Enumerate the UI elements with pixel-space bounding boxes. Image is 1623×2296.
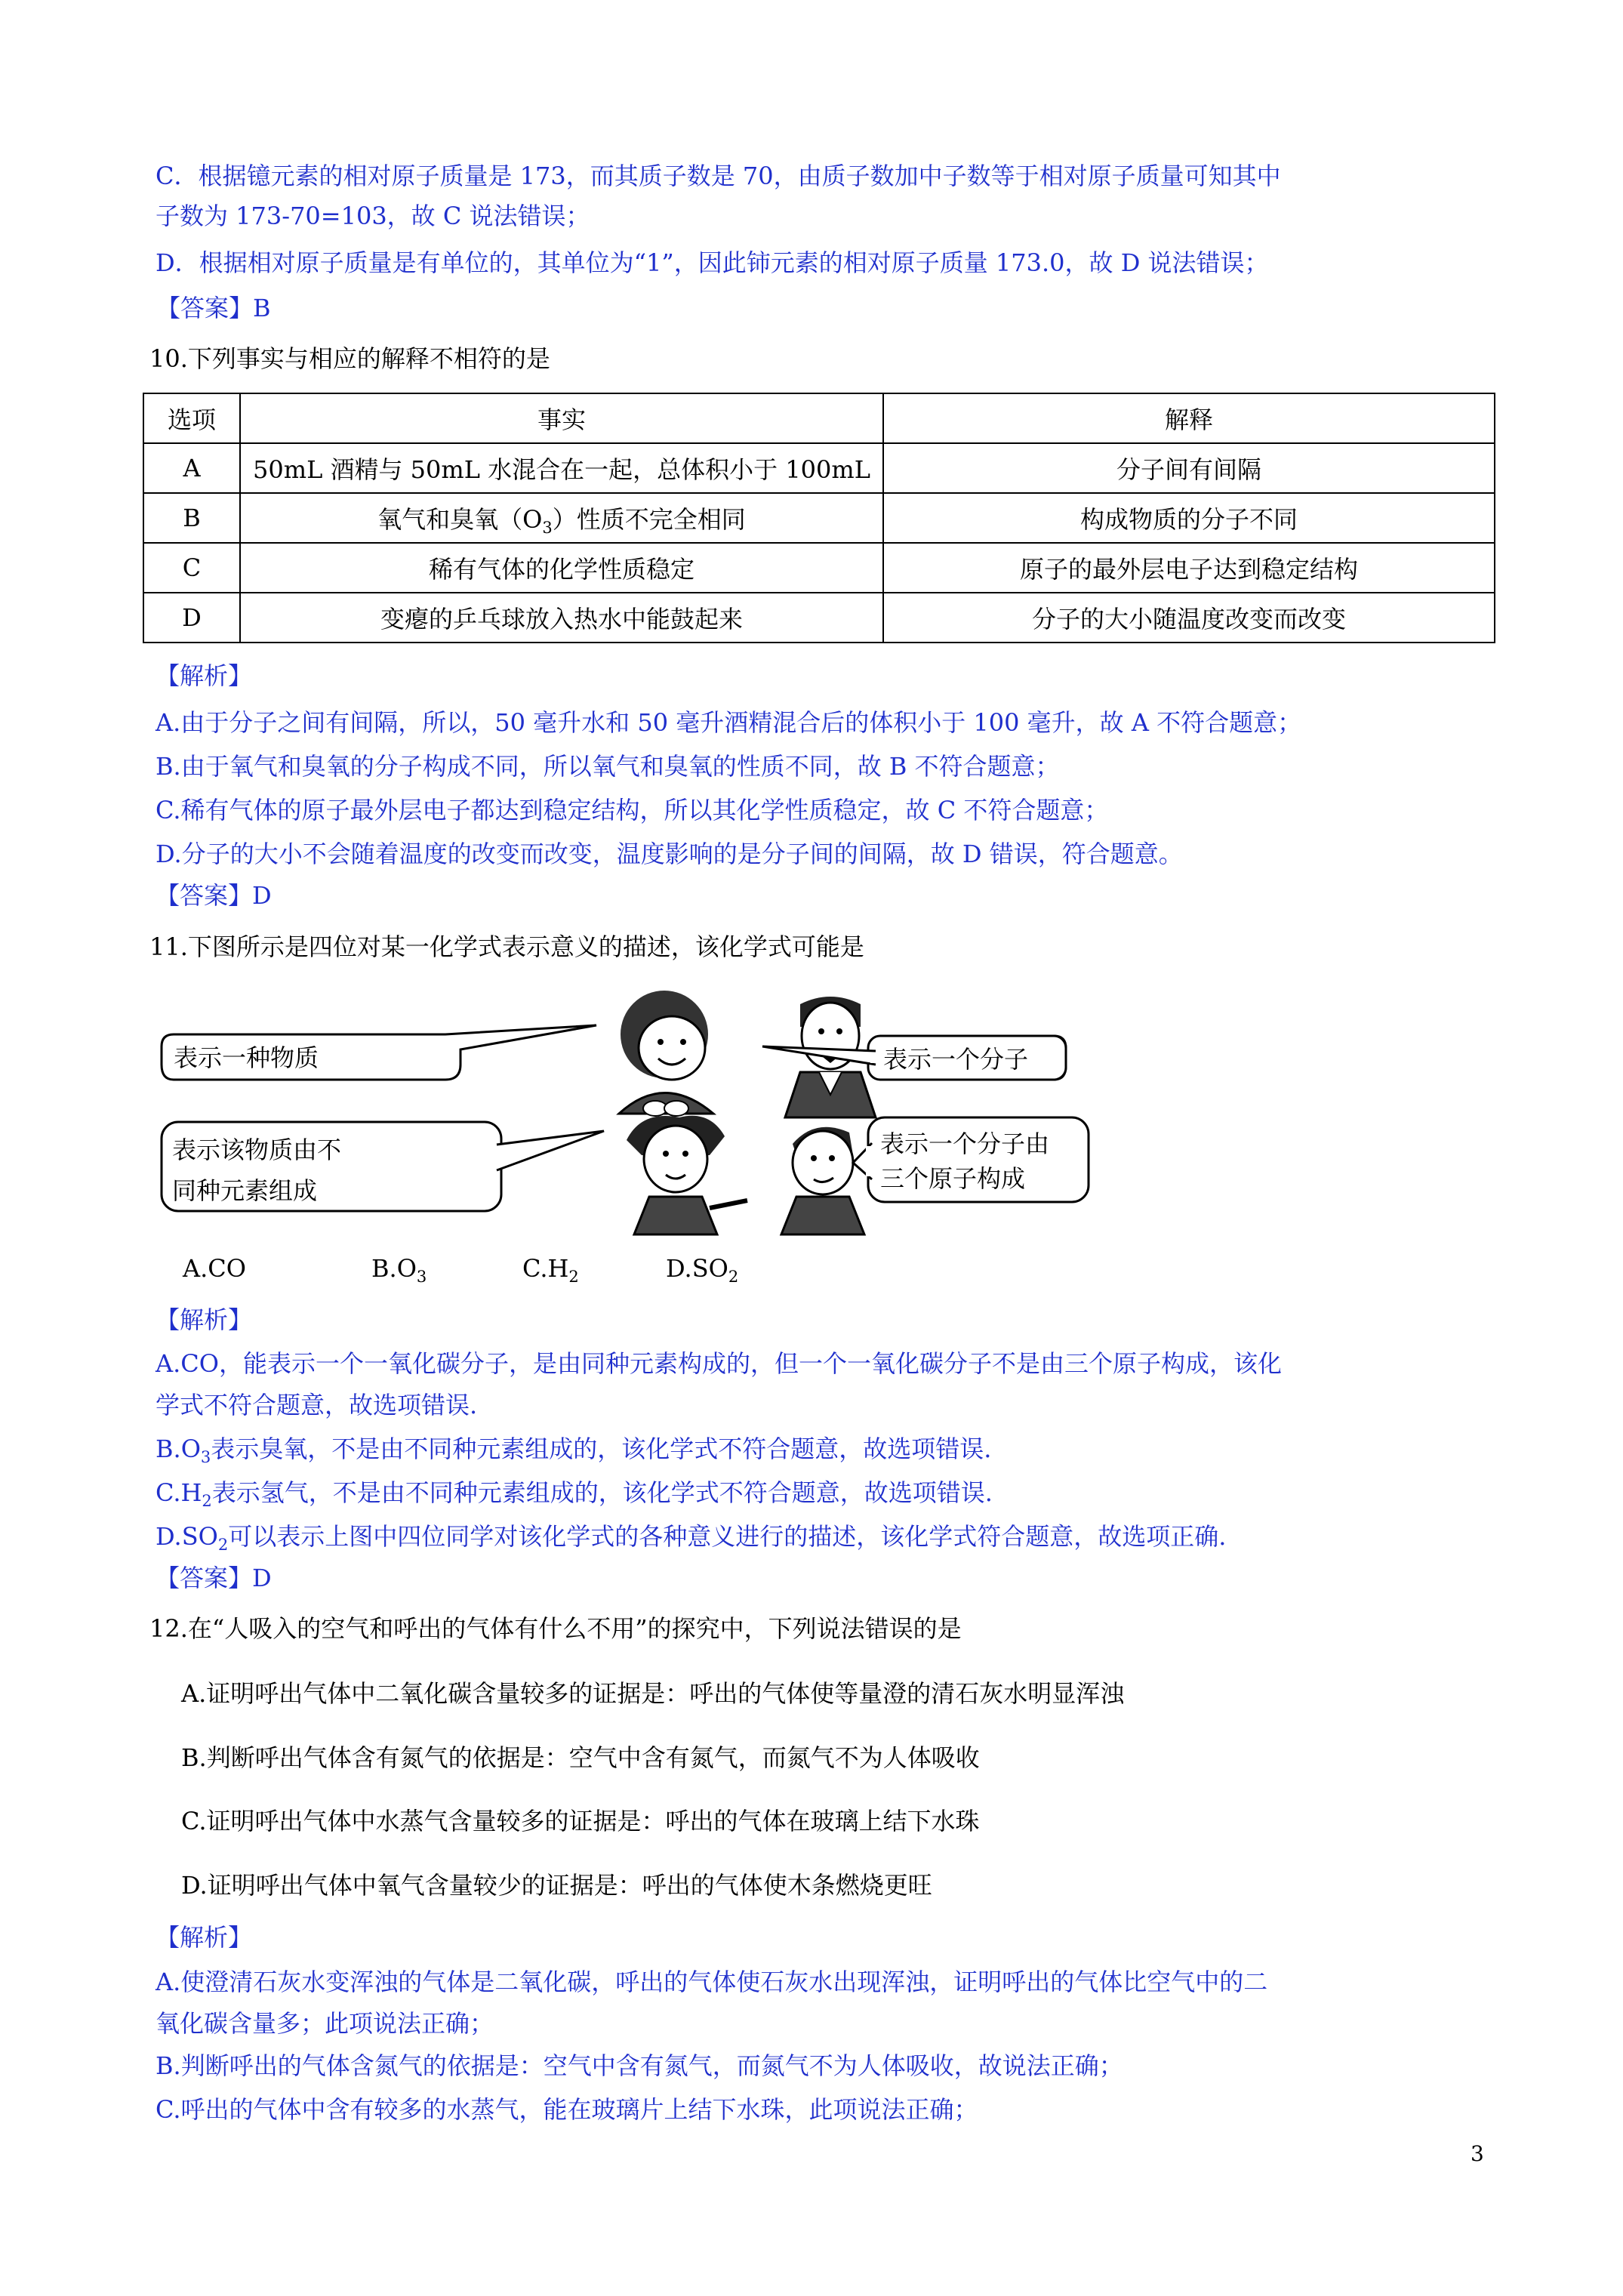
analysis-pre: B.O [156, 1435, 201, 1463]
q11-answer [156, 1561, 272, 1595]
row-option: D [143, 593, 240, 643]
q12-question: 12.在“人吸入的空气和呼出的气体有什么不用”的探究中，下列说法错误的是 [149, 1614, 962, 1643]
q9-option-c-line2: 子数为 173-70=103，故 C 说法错误； [156, 202, 590, 230]
fact-subscript: 3 [542, 519, 553, 537]
student-figure-3 [627, 1116, 747, 1234]
option-label: C.H [522, 1254, 569, 1283]
q9-answer [156, 291, 271, 325]
student-figure-4 [781, 1127, 864, 1234]
q12-analysis-a1: A.使澄清石灰水变浑浊的气体是二氧化碳，呼出的气体使石灰水出现浑浊，证明呼出的气体比空气中的二 [156, 1968, 1268, 1996]
q10-analysis-label [156, 658, 252, 693]
analysis-post: 可以表示上图中四位同学对该化学式的各种意义进行的描述，该化学式符合题意，故选项正确. [228, 1522, 1227, 1551]
q10-analysis-a: A.由于分子之间有间隔，所以，50 毫升水和 50 毫升酒精混合后的体积小于 100 毫升，故 A 不符合题意； [156, 708, 1302, 737]
bubble-text-bottom-right-2: 三个原子构成 [880, 1164, 1026, 1193]
table-row [143, 593, 1495, 643]
q12-analysis-label [156, 1920, 252, 1955]
option-label: D.SO [666, 1254, 728, 1283]
q11-analysis-a2: 学式不符合题意，故选项错误. [156, 1391, 478, 1419]
option-label: B.O [371, 1254, 417, 1283]
row-explanation: 分子间有间隔 [883, 443, 1495, 493]
answer-value: D [252, 881, 272, 910]
q11-option-b [371, 1251, 427, 1286]
answer-label: 【答案】 [156, 294, 254, 322]
analysis-label: 【解析】 [156, 1923, 253, 1952]
row-fact [240, 493, 883, 543]
q10-table [143, 393, 1495, 643]
q11-option-c [522, 1251, 579, 1286]
analysis-pre: D.SO [156, 1522, 218, 1551]
header-explanation: 解释 [883, 393, 1495, 443]
q12-option-d: D.证明呼出气体中氧气含量较少的证据是：呼出的气体使木条燃烧更旺 [181, 1871, 932, 1900]
bubble-text-top-left: 表示一种物质 [174, 1043, 319, 1072]
q11-cartoon-figure [151, 982, 1102, 1238]
q9-option-c-line1: C．根据镱元素的相对原子质量是 173，而其质子数是 70，由质子数加中子数等于相对原子质量可知其中 [156, 162, 1281, 190]
row-explanation: 构成物质的分子不同 [883, 493, 1495, 543]
q10-answer [156, 878, 272, 913]
fact-pre: 氧气和臭氧（O [377, 505, 543, 534]
header-option: 选项 [143, 393, 240, 443]
q12-option-c: C.证明呼出气体中水蒸气含量较多的证据是：呼出的气体在玻璃上结下水珠 [181, 1807, 980, 1835]
analysis-post: 表示臭氧，不是由不同种元素组成的，该化学式不符合题意，故选项错误. [211, 1435, 992, 1463]
q10-analysis-b: B.由于氧气和臭氧的分子构成不同，所以氧气和臭氧的性质不同，故 B 不符合题意； [156, 752, 1060, 781]
analysis-pre: C.H [156, 1478, 202, 1507]
row-fact: 50mL 酒精与 50mL 水混合在一起，总体积小于 100mL [240, 443, 883, 493]
q10-analysis-d: D.分子的大小不会随着温度的改变而改变，温度影响的是分子间的间隔，故 D 错误，符合题意。 [156, 840, 1183, 868]
answer-value: D [252, 1564, 272, 1592]
q11-option-a [183, 1251, 246, 1286]
q12-option-a: A.证明呼出气体中二氧化碳含量较多的证据是：呼出的气体使等量澄的清石灰水明显浑浊 [181, 1679, 1125, 1708]
q9-option-d: D．根据相对原子质量是有单位的，其单位为“1”，因此铈元素的相对原子质量 173.0，故 D 说法错误； [156, 248, 1269, 277]
q11-analysis-d [156, 1519, 1226, 1554]
row-option: B [143, 493, 240, 543]
page-number: 3 [1471, 2141, 1484, 2166]
row-fact: 稀有气体的化学性质稳定 [240, 543, 883, 593]
option-subscript: 3 [416, 1268, 427, 1286]
q11-analysis-b [156, 1432, 991, 1466]
q11-analysis-a1: A.CO，能表示一个一氧化碳分子，是由同种元素构成的，但一个一氧化碳分子不是由三个原子构成，该化 [156, 1349, 1283, 1378]
table-row [143, 443, 1495, 493]
row-option: C [143, 543, 240, 593]
table-row [143, 543, 1495, 593]
analysis-subscript: 2 [202, 1492, 212, 1510]
bubble-text-bottom-left-1: 表示该物质由不 [172, 1136, 342, 1164]
q10-analysis-c: C.稀有气体的原子最外层电子都达到稳定结构，所以其化学性质稳定，故 C 不符合题意； [156, 796, 1109, 824]
row-fact: 变瘪的乒乓球放入热水中能鼓起来 [240, 593, 883, 643]
option-subscript: 2 [728, 1268, 739, 1286]
q12-analysis-b: B.判断呼出的气体含氮气的依据是：空气中含有氮气，而氮气不为人体吸收，故说法正确； [156, 2051, 1123, 2080]
row-option: A [143, 443, 240, 493]
row-explanation: 分子的大小随温度改变而改变 [883, 593, 1495, 643]
answer-value: B [253, 294, 271, 322]
analysis-post: 表示氢气，不是由不同种元素组成的，该化学式不符合题意，故选项错误. [211, 1478, 993, 1507]
q12-analysis-a2: 氧化碳含量多；此项说法正确； [156, 2009, 494, 2038]
q11-analysis-c [156, 1475, 993, 1510]
analysis-label: 【解析】 [156, 1305, 253, 1334]
table-header-row [143, 393, 1495, 443]
option-subscript: 2 [568, 1268, 579, 1286]
analysis-label: 【解析】 [156, 661, 253, 690]
student-figure-1 [619, 991, 713, 1116]
bubble-text-top-right: 表示一个分子 [883, 1045, 1029, 1074]
analysis-subscript: 2 [217, 1536, 229, 1554]
fact-post: ）性质不完全相同 [552, 505, 746, 534]
bubble-text-bottom-left-2: 同种元素组成 [172, 1176, 318, 1205]
option-label: A.CO [183, 1254, 246, 1283]
bubble-text-bottom-right-1: 表示一个分子由 [880, 1130, 1050, 1158]
header-fact: 事实 [240, 393, 883, 443]
answer-label: 【答案】 [156, 1564, 253, 1592]
row-explanation: 原子的最外层电子达到稳定结构 [883, 543, 1495, 593]
answer-label: 【答案】 [156, 881, 253, 910]
q11-analysis-label [156, 1302, 252, 1337]
q10-question: 10.下列事实与相应的解释不相符的是 [149, 344, 550, 373]
analysis-subscript: 3 [200, 1448, 211, 1466]
table-row [143, 493, 1495, 543]
q12-option-b: B.判断呼出气体含有氮气的依据是：空气中含有氮气，而氮气不为人体吸收 [181, 1743, 980, 1772]
q11-option-d [666, 1251, 738, 1286]
q12-analysis-c: C.呼出的气体中含有较多的水蒸气，能在玻璃片上结下水珠，此项说法正确； [156, 2095, 978, 2124]
q11-question: 11.下图所示是四位对某一化学式表示意义的描述，该化学式可能是 [149, 932, 864, 961]
